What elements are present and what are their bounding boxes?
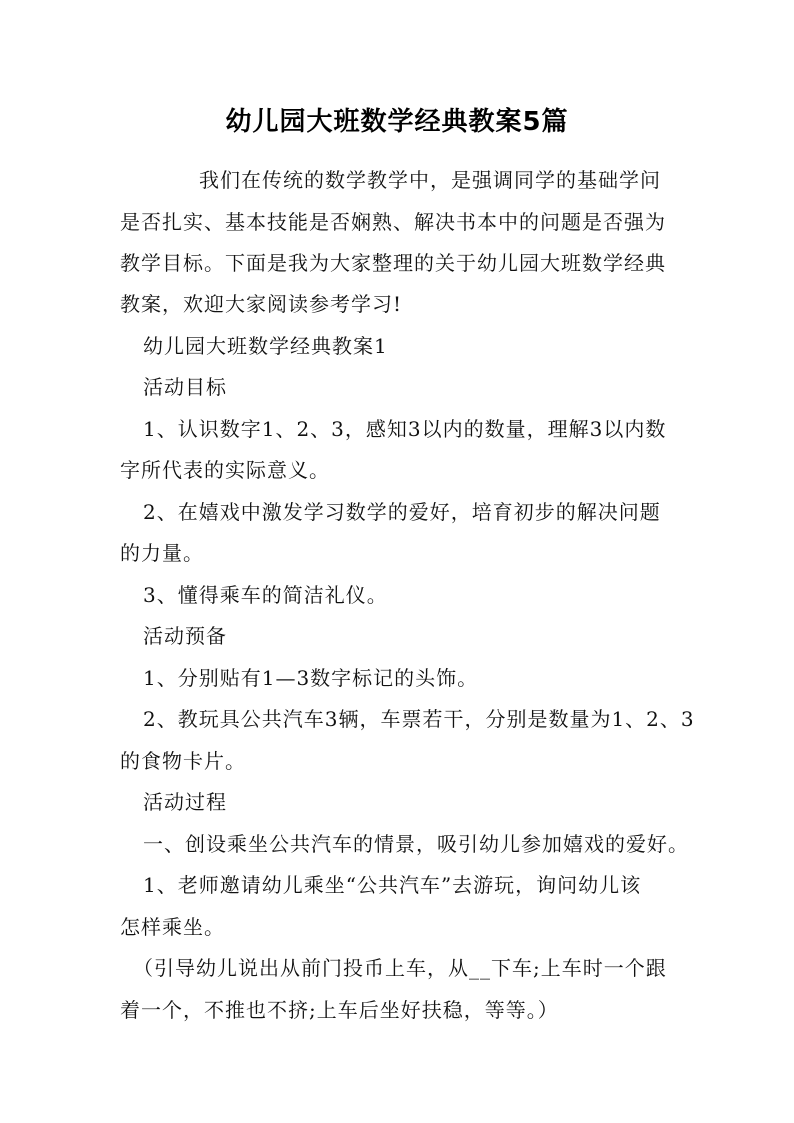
paragraph-line: 2、在嬉戏中激发学习数学的爱好，培育初步的解决问题 xyxy=(143,500,661,524)
paragraph-line: 着一个，不推也不挤;上车后坐好扶稳，等等。） xyxy=(120,998,559,1022)
paragraph-line: 教学目标。下面是我为大家整理的关于幼儿园大班数学经典 xyxy=(120,251,666,275)
paragraph-line: 我们在传统的数学教学中，是强调同学的基础学问 xyxy=(199,168,661,192)
paragraph-line: 的力量。 xyxy=(120,541,204,565)
document-title: 幼儿园大班数学经典教案5篇 xyxy=(225,107,569,137)
paragraph-line: 1、分别贴有1—3数字标记的头饰。 xyxy=(143,666,479,690)
paragraph-line: 3、懂得乘车的简洁礼仪。 xyxy=(143,583,388,607)
paragraph-line: 教案，欢迎大家阅读参考学习! xyxy=(120,292,403,316)
subsection-heading: 活动过程 xyxy=(143,790,227,814)
paragraph-line: 一、创设乘坐公共汽车的情景，吸引幼儿参加嬉戏的爱好。 xyxy=(143,832,689,856)
paragraph-line: 1、认识数字1、2、3，感知3以内的数量，理解3以内数 xyxy=(143,417,667,441)
paragraph-line: 的食物卡片。 xyxy=(120,749,246,773)
paragraph-line: 2、教玩具公共汽车3辆，车票若干，分别是数量为1、2、3 xyxy=(143,707,695,731)
paragraph-line: 是否扎实、基本技能是否娴熟、解决书本中的问题是否强为 xyxy=(120,210,666,234)
section-heading: 幼儿园大班数学经典教案1 xyxy=(143,334,388,358)
paragraph-line: 怎样乘坐。 xyxy=(120,915,225,939)
paragraph-line: 字所代表的实际意义。 xyxy=(120,458,330,482)
paragraph-line: （引导幼儿说出从前门投币上车，从__下车;上车时一个跟 xyxy=(133,956,667,980)
subsection-heading: 活动目标 xyxy=(143,375,227,399)
paragraph-line: 1、老师邀请幼儿乘坐“公共汽车”去游玩，询问幼儿该 xyxy=(143,873,642,897)
subsection-heading: 活动预备 xyxy=(143,624,227,648)
